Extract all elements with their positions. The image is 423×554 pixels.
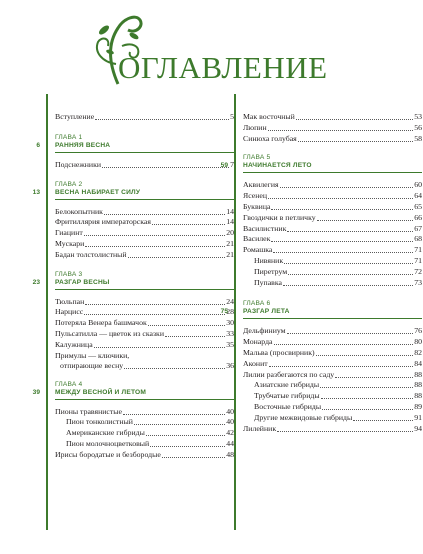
- entry-title: Пупавка: [254, 277, 282, 287]
- toc-entry: [243, 112, 422, 122]
- chapter-divider: [243, 318, 422, 319]
- chapter-label: ГЛАВА 5: [243, 154, 271, 162]
- entry-title-cont: отпирающие весну: [60, 360, 124, 370]
- entry-page: 76: [414, 326, 422, 336]
- entry-page: 20: [226, 228, 234, 238]
- dot-leader: [84, 314, 225, 315]
- entry-page: 66: [414, 212, 422, 222]
- toc-entry: [55, 207, 234, 217]
- entry-title: Восточные гибриды: [254, 402, 322, 411]
- dot-leader: [152, 224, 225, 225]
- dot-leader: [162, 457, 225, 458]
- entry-title: Тюльпан: [55, 296, 85, 306]
- chapter-name: РАЗГАР ВЕСНЫ: [55, 278, 110, 286]
- dot-leader: [94, 347, 226, 348]
- entry-page: 28: [226, 307, 234, 317]
- chapter-divider: [55, 289, 234, 290]
- dot-leader: [298, 141, 413, 142]
- dot-leader: [84, 235, 225, 236]
- dot-leader: [165, 336, 225, 337]
- dot-leader: [123, 414, 225, 415]
- dot-leader: [277, 431, 413, 432]
- entry-title: Аквилегия: [243, 180, 279, 190]
- chapter-label: ГЛАВА 4: [55, 380, 83, 388]
- entry-title: Лилии разбегаются по саду: [243, 369, 335, 379]
- chapter-name: РАННЯЯ ВЕСНА: [55, 141, 111, 149]
- entry-page: 56: [414, 122, 422, 132]
- entry-page: 42: [226, 428, 234, 438]
- entry-page: 73: [414, 277, 422, 287]
- entry-title: Мускари: [55, 239, 85, 248]
- entry-title: Пиретрум: [254, 266, 288, 276]
- entry-page: 58: [414, 133, 422, 143]
- dot-leader: [269, 366, 414, 367]
- entry-page: 21: [226, 249, 234, 259]
- dot-leader: [150, 446, 225, 447]
- entry-page: 40: [226, 417, 234, 427]
- entry-title: Гиацинт: [55, 228, 83, 238]
- entry-page: 14: [226, 217, 234, 227]
- toc-entry: [243, 245, 422, 255]
- entry-page: 40: [226, 406, 234, 416]
- entry-page: 36: [226, 360, 234, 370]
- toc-entry: [243, 424, 422, 434]
- entry-title: Пионы травянистые: [55, 406, 123, 416]
- entry-page: 24: [226, 296, 234, 306]
- dot-leader: [284, 263, 413, 264]
- entry-title: Потерялa Венера башмачок: [55, 318, 147, 328]
- entry-title: Мальва (просвирник): [243, 348, 315, 357]
- entry-line2: [55, 361, 234, 371]
- entry-page: 48: [226, 449, 234, 459]
- entry-title: Ясенец: [243, 191, 268, 201]
- toc-entry: [254, 256, 422, 266]
- entry-title: Гвоздички в петличку: [243, 212, 316, 222]
- entry-title: Пион тонколистный: [66, 417, 133, 427]
- toc-entry: [243, 359, 422, 369]
- entry-page: 5: [230, 112, 234, 121]
- entry-page: 71: [414, 256, 422, 265]
- entry-page: 53: [414, 112, 422, 121]
- entry-page: 94: [414, 423, 422, 433]
- dot-leader: [353, 420, 413, 421]
- toc-entry: [55, 297, 234, 307]
- chapter-page-number: 13: [32, 188, 40, 196]
- dot-leader: [271, 241, 413, 242]
- entry-title: Мак восточный: [243, 112, 295, 121]
- chapter-page-number: 6: [36, 141, 40, 149]
- dot-leader: [296, 119, 413, 120]
- toc-entry: [55, 112, 234, 122]
- toc-entry: [243, 202, 422, 212]
- dot-leader: [268, 130, 414, 131]
- entry-title: Фритиллярия императорская: [55, 217, 151, 227]
- dot-leader: [124, 368, 225, 369]
- dot-leader: [335, 377, 413, 378]
- toc-entry: [66, 428, 234, 438]
- entry-page: 88: [414, 380, 422, 390]
- toc-entry: [254, 267, 422, 277]
- toc-entry: [66, 439, 234, 449]
- entry-title: Ирисы бородатые и безбородые: [55, 449, 161, 459]
- dot-leader: [288, 274, 413, 275]
- entry-page: 44: [226, 439, 234, 448]
- chapter-label: ГЛАВА 1: [55, 133, 83, 141]
- toc-entry: [55, 239, 234, 249]
- chapter-name: МЕЖДУ ВЕСНОЙ И ЛЕТОМ: [55, 388, 147, 396]
- entry-title: Пульсатилла — цветок из сказки: [55, 329, 165, 338]
- entry-title: Калужница: [55, 339, 93, 349]
- entry-page: 14: [226, 206, 234, 216]
- toc-entry: [55, 217, 234, 227]
- chapter-page-number: 75: [220, 308, 228, 316]
- entry-title: Нивяник: [254, 256, 284, 265]
- entry-title: Дельфиниум: [243, 326, 286, 336]
- entry-title: Буквица: [243, 202, 271, 211]
- entry-page: 88: [414, 369, 422, 379]
- entry-title: Василек: [243, 234, 271, 244]
- entry-page: 88: [414, 391, 422, 401]
- entry-title: Азиатские гибриды: [254, 380, 320, 390]
- dot-leader: [316, 355, 414, 356]
- dot-leader: [273, 252, 413, 253]
- dot-leader: [287, 231, 413, 232]
- entry-page: 89: [414, 402, 422, 411]
- chapter-page-number: 59: [220, 162, 228, 170]
- chapter-name: НАЧИНАЕТСЯ ЛЕТО: [243, 162, 312, 170]
- dot-leader: [268, 198, 413, 199]
- entry-title: Примулы — ключики,: [55, 350, 130, 360]
- entry-title: Другие межвидовые гибриды: [254, 412, 353, 422]
- toc-entry: [243, 213, 422, 223]
- toc-entry: [55, 340, 234, 350]
- toc-entry: [243, 370, 422, 380]
- entry-title: Лилейник: [243, 423, 277, 433]
- entry-title: Подснежники: [55, 159, 102, 169]
- dot-leader: [134, 424, 225, 425]
- dot-leader: [85, 246, 225, 247]
- entry-page: 67: [414, 223, 422, 233]
- entry-page: 80: [414, 337, 422, 347]
- dot-leader: [274, 344, 414, 345]
- dot-leader: [146, 435, 225, 436]
- chapter-divider: [243, 172, 422, 173]
- toc-entry: [243, 191, 422, 201]
- chapter-page-number: 23: [32, 278, 40, 286]
- dot-leader: [280, 187, 414, 188]
- entry-page: 35: [226, 339, 234, 349]
- dot-leader: [128, 257, 226, 258]
- toc-entry: [243, 123, 422, 133]
- entry-title: Аконит: [243, 358, 268, 368]
- toc-entry: [243, 326, 422, 336]
- entry-title: Бадан толстолистный: [55, 249, 127, 259]
- toc-entry: [243, 224, 422, 234]
- dot-leader: [321, 398, 414, 399]
- entry-page: 91: [414, 412, 422, 422]
- entry-title: Вступление: [55, 112, 95, 121]
- toc-entry: [243, 134, 422, 144]
- dot-leader: [271, 209, 413, 210]
- toc-entry: [254, 402, 422, 412]
- dot-leader: [95, 119, 229, 120]
- entry-page: 71: [414, 245, 422, 255]
- entry-title: Пион молочноцветковый: [66, 439, 150, 448]
- dot-leader: [85, 304, 225, 305]
- entry-page: 64: [414, 191, 422, 201]
- chapter-label: ГЛАВА 2: [55, 180, 83, 188]
- entry-title: Нарцисс: [55, 307, 84, 317]
- dot-leader: [320, 387, 413, 388]
- chapter-name: РАЗГАР ЛЕТА: [243, 308, 290, 316]
- entry-page: 21: [226, 239, 234, 248]
- toc-entry: [254, 380, 422, 390]
- entry-page: 60: [414, 180, 422, 190]
- chapter-label: ГЛАВА 6: [243, 300, 271, 308]
- entry-title: Василистник: [243, 223, 287, 233]
- toc-entry: [243, 234, 422, 244]
- chapter-page-number: 39: [32, 388, 40, 396]
- entry-page: 30: [226, 318, 234, 328]
- toc-entry: [254, 278, 422, 288]
- chapter-label: ГЛАВА 3: [55, 270, 83, 278]
- chapter-divider: [55, 399, 234, 400]
- dot-leader: [104, 214, 225, 215]
- entry-title: Трубчатые гибриды: [254, 391, 320, 401]
- chapter-name: ВЕСНА НАБИРАЕТ СИЛУ: [55, 188, 141, 196]
- toc-entry: [254, 391, 422, 401]
- toc-entry: [254, 413, 422, 423]
- dot-leader: [322, 409, 413, 410]
- toc-entry: [243, 337, 422, 347]
- entry-page: 33: [226, 329, 234, 338]
- toc-entry: [66, 417, 234, 427]
- toc-entry: [55, 407, 234, 417]
- chapter-divider: [55, 199, 234, 200]
- toc-entry: [243, 180, 422, 190]
- toc-entry: [243, 348, 422, 358]
- toc-entry: [55, 318, 234, 328]
- dot-leader: [148, 325, 225, 326]
- toc-entry: [55, 329, 234, 339]
- entry-page: 7: [230, 159, 234, 169]
- page-title: ОГЛАВЛЕНИЕ: [118, 50, 328, 85]
- chapter-divider: [55, 152, 234, 153]
- entry-title: Синюха голубая: [243, 133, 297, 143]
- toc-entry: [55, 351, 234, 371]
- dot-leader: [283, 285, 413, 286]
- dot-leader: [287, 333, 414, 334]
- entry-page: 72: [414, 266, 422, 276]
- entry-page: 65: [414, 202, 422, 211]
- toc-entry: [55, 228, 234, 238]
- entry-title: Люпин: [243, 122, 267, 132]
- dot-leader: [317, 220, 414, 221]
- toc-entry: [55, 450, 234, 460]
- toc-entry: [55, 250, 234, 260]
- entry-page: 82: [414, 348, 422, 357]
- entry-title: Белокопытник: [55, 206, 103, 216]
- entry-page: 84: [414, 358, 422, 368]
- entry-title: Ромашка: [243, 245, 273, 255]
- entry-title: Монарда: [243, 337, 273, 347]
- entry-page: 68: [414, 234, 422, 244]
- entry-title: Американские гибриды: [66, 428, 145, 438]
- title-area: [0, 0, 423, 100]
